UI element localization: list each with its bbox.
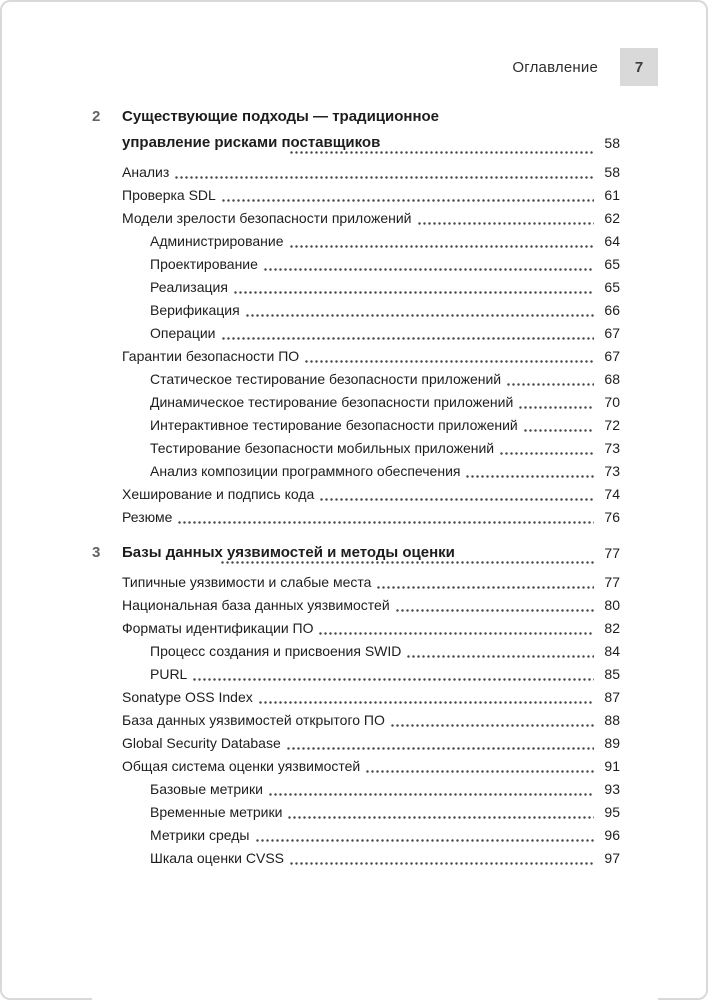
toc-leader-dots (220, 561, 594, 564)
toc-entry-title-text: Статическое тестирование безопасности приложений (150, 371, 502, 387)
toc-entry-title (122, 574, 371, 591)
toc-entry-title-text: Базы данных уязвимостей и методы оценки (122, 544, 455, 561)
toc-entry (122, 758, 620, 775)
toc-leader-dots (255, 839, 595, 842)
page-header (92, 48, 658, 86)
toc-entry-title-text: Интерактивное тестирование безопасности приложений (150, 417, 518, 433)
toc-entry-title-text: Верификация (150, 302, 240, 318)
toc-entry (122, 735, 620, 752)
toc-entry-title-text: Администрирование (150, 233, 284, 249)
toc-entry-page: 96 (598, 827, 620, 844)
chapter-number: 3 (92, 544, 101, 561)
toc-entry-page: 65 (598, 256, 620, 273)
toc-entry-page: 67 (598, 325, 620, 342)
toc-entry-title-text: Процесс создания и присвоения SWID (150, 643, 402, 659)
toc-entry-page: 72 (598, 417, 620, 434)
toc-entry-page: 62 (598, 210, 620, 227)
toc-entry-page: 82 (598, 620, 620, 637)
toc-leader-dots (506, 383, 594, 386)
toc-entry-page: 85 (598, 666, 620, 683)
toc-entry-title (150, 325, 216, 342)
toc-entry-title (150, 233, 284, 250)
toc-leader-dots (174, 176, 594, 179)
toc-entry (122, 620, 620, 637)
toc-entry-page: 91 (598, 758, 620, 775)
toc-entry-title (150, 371, 501, 388)
toc-entry-title (150, 827, 250, 844)
toc-entry-title (122, 509, 172, 526)
toc-leader-dots (390, 724, 594, 727)
toc-entry-title-text: Общая система оценки уязвимостей (122, 758, 361, 774)
toc-leader-dots (287, 816, 594, 819)
toc-leader-dots (289, 151, 594, 154)
toc-entry (150, 643, 620, 660)
toc-leader-dots (289, 245, 595, 248)
toc-leader-dots (221, 199, 594, 202)
toc-entry (122, 574, 620, 591)
toc-entry-title-text: Проектирование (150, 256, 258, 272)
toc-entry-title (150, 302, 240, 319)
toc-entry-title-text: PURL (150, 666, 188, 682)
toc-entry (150, 666, 620, 683)
toc-leader-dots (304, 360, 594, 363)
toc-entry (150, 371, 620, 388)
toc-leader-dots (523, 429, 594, 432)
toc-entry-title (122, 620, 313, 637)
toc-entry-title-text: Проверка SDL (122, 187, 216, 203)
toc-entry-page: 77 (598, 574, 620, 591)
toc-entry (122, 486, 620, 503)
toc-entry (122, 164, 620, 181)
toc-entry-title (122, 735, 281, 752)
toc-leader-dots (376, 586, 594, 589)
toc-entry (122, 210, 620, 227)
toc-leader-dots (258, 701, 594, 704)
toc-entry (150, 781, 620, 798)
toc-entry-title-text: Анализ (122, 164, 170, 180)
toc-entry-title (150, 279, 228, 296)
toc-entry-page: 58 (598, 164, 620, 181)
toc-entry-title (122, 187, 216, 204)
toc-entry-title (150, 463, 460, 480)
toc-entry (122, 187, 620, 204)
toc-entry-title (122, 348, 299, 365)
toc-entry-title-text: Метрики среды (150, 827, 250, 843)
toc-leader-dots (245, 314, 594, 317)
toc-entry-title-text: Базовые метрики (150, 781, 263, 797)
toc-entry-page: 61 (598, 187, 620, 204)
toc-entry-title-text: База данных уязвимостей открытого ПО (122, 712, 385, 728)
toc-entry-title-text: Временные метрики (150, 804, 283, 820)
chapter-number: 2 (92, 108, 101, 125)
toc-entry-title (122, 210, 412, 227)
toc-entry-title (122, 597, 390, 614)
toc-entry-title-text: Реализация (150, 279, 228, 295)
toc-entry-title-text: Шкала оценки CVSS (150, 850, 285, 866)
toc-leader-dots (289, 862, 594, 865)
toc-entry-page: 95 (598, 804, 620, 821)
toc-entry-page: 67 (598, 348, 620, 365)
toc-leader-dots (192, 678, 594, 681)
toc-entry (122, 509, 620, 526)
toc-entry-title-text: Типичные уязвимости и слабые места (122, 574, 372, 590)
toc-entry-page: 73 (598, 440, 620, 457)
toc-entry-page: 93 (598, 781, 620, 798)
toc-entry (150, 325, 620, 342)
toc-entry-title-text: Форматы идентификации ПО (122, 620, 314, 636)
toc-entry-title-text: Анализ композиции программного обеспечения (150, 463, 461, 479)
toc-list (92, 104, 620, 867)
toc-entry-title (150, 781, 263, 798)
toc-entry-title (150, 256, 258, 273)
toc-entry-page: 84 (598, 643, 620, 660)
toc-entry (150, 827, 620, 844)
toc-entry (150, 256, 620, 273)
toc-entry (150, 850, 620, 867)
toc-entry-title-text: Хеширование и подпись кода (122, 486, 315, 502)
toc-entry (150, 279, 620, 296)
toc-leader-dots (417, 222, 595, 225)
toc-leader-dots (395, 609, 594, 612)
toc-entry-page: 58 (598, 130, 620, 156)
toc-entry-page: 88 (598, 712, 620, 729)
toc-entry-page: 74 (598, 486, 620, 503)
toc-entry-title-text: Sonatype OSS Index (122, 689, 253, 705)
page-number-badge: 7 (620, 48, 658, 86)
toc-leader-dots (286, 747, 594, 750)
toc-leader-dots (499, 452, 594, 455)
toc-leader-dots (263, 268, 594, 271)
toc-entry-title (150, 643, 401, 660)
toc-entry-page: 89 (598, 735, 620, 752)
toc-entry-title-text: Динамическое тестирование безопасности приложений (150, 394, 514, 410)
toc-entry-title (150, 804, 282, 821)
toc-entry-title (150, 394, 513, 411)
toc-entry (150, 394, 620, 411)
toc-entry-title (122, 104, 524, 156)
toc-entry-page: 64 (598, 233, 620, 250)
toc-entry (150, 804, 620, 821)
toc-entry-page: 68 (598, 371, 620, 388)
toc-entry-title-text: Гарантии безопасности ПО (122, 348, 300, 364)
toc-leader-dots (221, 337, 595, 340)
toc-entry-title (150, 440, 494, 457)
toc-leader-dots (518, 406, 594, 409)
toc-entry (150, 233, 620, 250)
toc-entry-page: 65 (598, 279, 620, 296)
toc-entry-page: 77 (598, 540, 620, 566)
toc-entry-title-text: Операции (150, 325, 216, 341)
toc-entry-page: 70 (598, 394, 620, 411)
toc-entry-title (150, 417, 518, 434)
toc-entry-title-text: Тестирование безопасности мобильных приложений (150, 440, 495, 456)
toc-entry-title (150, 666, 187, 683)
page-inner (92, 48, 658, 1000)
toc-entry-page: 66 (598, 302, 620, 319)
running-header-title: Оглавление (512, 58, 598, 76)
toc-leader-dots (318, 632, 594, 635)
toc-entry-title-text: Резюме (122, 509, 173, 525)
toc-entry (122, 712, 620, 729)
toc-entry-page: 80 (598, 597, 620, 614)
toc-entry-title-text: Global Security Database (122, 735, 281, 751)
toc-chapter-entry (92, 540, 620, 566)
toc-entry-title (122, 164, 169, 181)
toc-leader-dots (268, 793, 594, 796)
toc-entry (150, 302, 620, 319)
toc-entry-title (122, 712, 385, 729)
toc-entry-page: 97 (598, 850, 620, 867)
toc-entry-page: 76 (598, 509, 620, 526)
toc-leader-dots (233, 291, 594, 294)
toc-entry-title-text: Национальная база данных уязвимостей (122, 597, 390, 613)
toc-entry-title-text: Модели зрелости безопасности приложений (122, 210, 412, 226)
toc-entry-title (122, 758, 360, 775)
toc-entry-title (122, 689, 253, 706)
toc-leader-dots (177, 521, 594, 524)
toc-entry (150, 417, 620, 434)
toc-leader-dots (406, 655, 594, 658)
toc-entry (122, 348, 620, 365)
toc-entry-page: 73 (598, 463, 620, 480)
toc-entry (122, 597, 620, 614)
toc-leader-dots (465, 475, 594, 478)
toc-entry-page: 87 (598, 689, 620, 706)
toc-entry-title (150, 850, 284, 867)
toc-leader-dots (319, 498, 594, 501)
toc-leader-dots (365, 770, 594, 773)
toc-entry (150, 440, 620, 457)
toc-entry (150, 463, 620, 480)
toc-entry-title-text: Существующие подходы — традиционное управление рисками поставщиков (122, 108, 440, 151)
toc-entry (122, 689, 620, 706)
toc-chapter-entry (92, 104, 620, 156)
toc-entry-title (122, 486, 314, 503)
